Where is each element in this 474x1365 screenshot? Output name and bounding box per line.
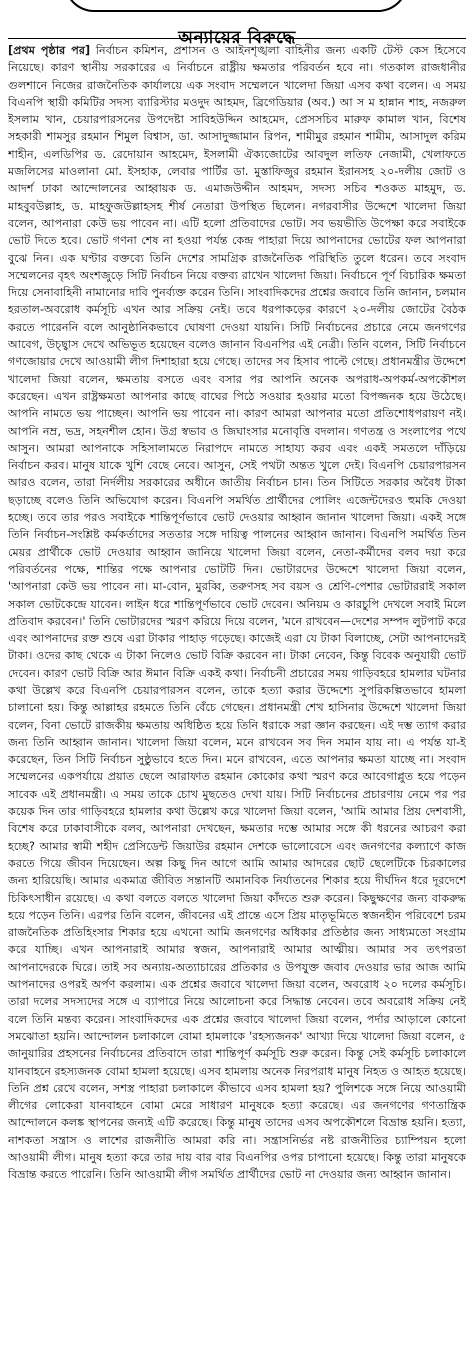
headline-divider [8, 38, 466, 39]
continuation-marker: [প্রথম পৃষ্ঠার পর] [8, 44, 91, 57]
header-frame-ornament [64, 0, 408, 12]
article-headline: অন্যায়ের বিরুদ্ধে [178, 28, 296, 49]
article-text: নির্বাচন কমিশন, প্রশাসন ও আইনশৃঙ্খলা বাহিনীর জন্য একটি টেস্ট কেস হিসেবে নিয়েছে। কারণ স্থানীয় সরকারের এ নির্বাচনে রাষ্ট্রীয় ক্ষমতার পরিবর্তন হবে না। গতকাল রাজধানীর গুলশানে নিজের রাজনৈতিক কার্যালয়ে এক সংবাদ সম্মেলনে খালেদা জিয়া এসব কথা বলেন। এ সময় বিএনপি স্থায়ী কমিটির সদস্য ব্যারিস্টার মওদুদ আহমদ, ব্রিগেডিয়ার (অব.) আ স ম হান্নান শাহ, নজরুল ইসলাম খান, চেয়ারপারসনের উপদেষ্টা সাবিহউদ্দিন আহমেদ, প্রেসসচিব মারুফ কামাল খান, বিশেষ সহকারী শামসুর রহমান শিমুল বিশ্বাস, ডা. আসাদুজ্জামান রিপন, শামীমুর রহমান শামীম, আসাদুল করিম শাহীন, এলডিপির ড. রেদোয়ান আহমেদ, ইসলামী ঐক্যজোটের আবদুল লতিফ নেজামী, খেলাফতে মজলিসের মাওলানা মো. ইসহাক, লেবার পার্টির ডা. মুস্তাফিজুর রহমান ইরানসহ ২০-দলীয় জোট ও আদর্শ ঢাকা আন্দোলনের আহ্বায়ক ড. এমাজউদ্দীন আহমদ, সদস্য সচিব শওকত মাহমুদ, ড. মাহবুবউল্লাহ, ড. মাহফুজউল্লাহসহ শীর্ষ নেতারা উপস্থিত ছিলেন। নগরবাসীর উদ্দেশে খালেদা জিয়া বলেন, আপনারা কেউ ভয় পাবেন না। এটি হলো প্রতিবাদের ভোট। সব ভয়ভীতি উপেক্ষা করে সবাইকে ভোট দিতে হবে। ভোট গণনা শেষ না হওয়া পর্যন্ত কেন্দ্র পাহারা দিয়ে আপনাদের ভোটের ফল আপনারা বুঝে নিন। এক ঘণ্টার বক্তব্যে তিনি দেশের সামগ্রিক রাজনৈতিক পরিস্থিতি তুলে ধরেন। তবে সংবাদ সম্মেলনের বৃহৎ অংশজুড়ে সিটি নির্বাচন নিয়ে বক্তব্য রাখেন খালেদা জিয়া। নির্বাচনে পূর্ণ বিচারিক ক্ষমতা দিয়ে সেনাবাহিনী নামানোর দাবি পুনর্ব্যক্ত করেন তিনি। সাংবাদিকদের প্রশ্নের জবাবে তিনি জানান, চলমান হরতাল-অবরোধ কর্মসূচি এখন আর সক্রিয় নেই। তবে ধরপাকড়ের কারণে ২০-দলীয় জোটের বৈঠক করতে পারেননি বলে আনুষ্ঠানিকভাবে ঘোষণা দেওয়া যায়নি। সিটি নির্বাচনের প্রচারে নেমে জনগণের আবেগ, উচ্ছ্বাস দেখে অভিভূত হয়েছেন বলেও জানান বিএনপির এই নেত্রী। তিনি বলেন, সিটি নির্বাচনে গণজোয়ার দেখে আওয়ামী লীগ দিশাহারা হয়ে গেছে। তাদের সব হিসাব পাল্টে গেছে। প্রধানমন্ত্রীর উদ্দেশে খালেদা জিয়া বলেন, ক্ষমতায় বসতে এবং বসার পর আপনি অনেক অপরাধ-অপকর্ম-অপকৌশল করেছেন। এখন রাষ্ট্রক্ষমতা আপনার কাছে বাঘের পিঠে সওয়ার হওয়ার মতো বিপজ্জনক হয়ে উঠেছে। আপনি নামতে ভয় পাচ্ছেন। আপনি ভয় পাবেন না। কারণ আমরা আপনার মতো প্রতিশোধপরায়ণ নই। আপনি নম্র, ভদ্র, সহনশীল হোন। উগ্র স্বভাব ও জিঘাংসার মনোবৃত্তি বদলান। গণতন্ত্র ও সংলাপের পথে আসুন। আমরা আপনাকে সহিসালামতে নিরাপদে নামতে সাহায্য করব এবং একই সমতলে দাঁড়িয়ে নির্বাচন করব। মানুষ যাকে খুশি বেছে নেবে। আসুন, সেই পথটা অন্তত খুলে দেই। বিএনপি চেয়ারপারসন আরও বলেন, তারা নির্দলীয় সরকারের অধীনে জাতীয় নির্বাচন চান। তিন সিটিতে সরকার অবৈধ টাকা ছড়াচ্ছে বলেও তিনি অভিযোগ করেন। বিএনপি সমর্থিত প্রার্থীদের পোলিং এজেন্টদেরও হুমকি দেওয়া হচ্ছে। তবে তার পরও সবাইকে শান্তিপূর্ণভাবে ভোট দেওয়ার আহ্বান জানান খালেদা জিয়া। একই সঙ্গে তিনি নির্বাচন-সংশ্লিষ্ট কর্মকর্তাদের সততার সঙ্গে দায়িত্ব পালনের আহ্বান জানান। বিএনপি সমর্থিত তিন মেয়র প্রার্থীকে ভোট দেওয়ার আহ্বান জানিয়ে খালেদা জিয়া বলেন, নেতা-কর্মীদের বলব দয়া করে পরিবর্তনের পক্ষে, শান্তির পক্ষে আপনার ভোটটি দিন। ভোটারদের উদ্দেশে খালেদা জিয়া বলেন, 'আপনারা কেউ ভয় পাবেন না। মা-বোন, মুরব্বি, তরুণসহ সব বয়স ও শ্রেণি-পেশার ভোটাররাই সকাল সকাল ভোটকেন্দ্রে যাবেন। লাইন ধরে শান্তিপূর্ণভাবে ভোট দেবেন। অনিয়ম ও কারচুপি দেখলে সবাই মিলে প্রতিবাদ করবেন।' তিনি ভোটারদের স্মরণ করিয়ে দিয়ে বলেন, 'মনে রাখবেন—দেশের সম্পদ লুটপাট করে এবং আপনাদের রক্ত শুষে এরা টাকার পাহাড় গড়েছে। কাজেই এরা যে টাকা বিলাচ্ছে, সেটা আপনাদেরই টাকা। ওদের কাছ থেকে এ টাকা নিলেও ভোট বিক্রি করবেন না। টাকা নেবেন, কিন্তু বিবেক অনুযায়ী ভোট দেবেন। কারণ ভোট বিক্রি আর ঈমান বিক্রি একই কথা। নির্বাচনী প্রচারের সময় গাড়িবহরে হামলার ঘটনার কথা উল্লেখ করে বিএনপি চেয়ারপারসন বলেন, তাকে হত্যা করার উদ্দেশ্যে সুপরিকল্পিতভাবে হামলা চালানো হয়। কিন্তু আল্লাহর রহমতে তিনি বেঁচে গেছেন। প্রধানমন্ত্রী শেখ হাসিনার উদ্দেশে খালেদা জিয়া বলেন, বিনা ভোটে রাজকীয় ক্ষমতায় অধিষ্ঠিত হয়ে তিনি ধরাকে সরা জ্ঞান করছেন। এই দম্ভ ত্যাগ করার জন্য তিনি আহ্বান জানান। খালেদা জিয়া বলেন, মনে রাখবেন সব দিন সমান যায় না। এ পর্যন্ত যা-ই করেছেন, তিন সিটি নির্বাচন সুষ্ঠুভাবে হতে দিন। মনে রাখবেন, এতে আপনার ক্ষমতা যাচ্ছে না। সংবাদ সম্মেলনের একপর্যায়ে প্রয়াত ছেলে আরাফাত রহমান কোকোর কথা স্মরণ করে আবেগাপ্লুত হয়ে পড়েন সাবেক এই প্রধানমন্ত্রী। এ সময় তাকে চোখ মুছতেও দেখা যায়। সিটি নির্বাচনের প্রচারণায় নেমে পর পর কয়েক দিন তার গাড়িবহরে হামলার কথা উল্লেখ করে খালেদা জিয়া বলেন, 'আমি আমার প্রিয় দেশবাসী, বিশেষ করে ঢাকাবাসীকে বলব, আপনারা দেখছেন, ক্ষমতার দম্ভে আমার সঙ্গে কী ধরনের আচরণ করা হচ্ছে? আমার স্বামী শহীদ প্রেসিডেন্ট জিয়াউর রহমান দেশকে ভালোবেসে এবং জনগণের কল্যাণে কাজ করতে গিয়ে জীবন দিয়েছেন। অল্প কিছু দিন আগে আমি আমার আদরের ছোট ছেলেটিকে চিরকালের জন্য হারিয়েছি। আমার একমাত্র জীবিত সন্তানটি অমানবিক নির্যাতনের শিকার হয়ে দীর্ঘদিন ধরে দূরদেশে চিকিৎসাধীন রয়েছে। এ কথা বলতে বলতে খালেদা জিয়া কাঁদতে শুরু করেন। কিছুক্ষণের জন্য বাকরুদ্ধ হয়ে পড়েন তিনি। এরপর তিনি বলেন, জীবনের এই প্রান্তে এসে প্রিয় মাতৃভূমিতে স্বজনহীন পরিবেশে চরম রাজনৈতিক প্রতিহিংসার শিকার হয়ে এখনো আমি জনগণের অধিকার প্রতিষ্ঠার জন্য সাধ্যমতো সংগ্রাম করে যাচ্ছি। এখন আপনারাই আমার স্বজন, আপনারাই আমার আত্মীয়। আমার সব তৎপরতা আপনাদেরকে ঘিরে। তাই সব অন্যায়-অত্যাচারের প্রতিকার ও উপযুক্ত জবাব দেওয়ার ভার আজ আমি আপনাদের ওপরই অর্পণ করলাম। এক প্রশ্নের জবাবে খালেদা জিয়া বলেন, অবরোধ ২০ দলের কর্মসূচি। তারা দলের সদস্যদের সঙ্গে এ ব্যাপারে নিয়ে আলোচনা করে সিদ্ধান্ত নেবেন। তবে অবরোধ সক্রিয় নেই বলে তিনি মন্তব্য করেন। সাংবাদিকদের এক প্রশ্নের জবাবে খালেদা জিয়া বলেন, পর্দার আড়ালে কোনো সমঝোতা হয়নি। আন্দোলন চলাকালে বোমা হামলাকে 'রহস্যজনক' আখ্যা দিয়ে খালেদা জিয়া বলেন, ৫ জানুয়ারির প্রহসনের নির্বাচনের প্রতিবাদে তারা শান্তিপূর্ণ কর্মসূচি শুরু করেন। কিন্তু সেই কর্মসূচি চলাকালে যানবাহনে রহস্যজনক বোমা হামলা হয়েছে। এসব হামলায় অনেক নিরপরাধ মানুষ নিহত ও আহত হয়েছে। তিনি প্রশ্ন রেখে বলেন, সশস্ত্র পাহারা চলাকালে কীভাবে এসব হামলা হয়? পুলিশকে সঙ্গে নিয়ে আওয়ামী লীগের লোকেরা যানবাহনে বোমা মেরে সাধারণ মানুষকে হত্যা করেছে। এর জনগণের গণতান্ত্রিক আন্দোলনে কলঙ্ক স্থাপনের জন্যই এটি করেছে। কিন্তু মানুষ তাদের এসব অপকৌশলে বিভ্রান্ত হয়নি। হত্যা, নাশকতা সন্ত্রাস ও লাশের রাজনীতি আমরা করি না। সন্ত্রাসনির্ভর নষ্ট রাজনীতির চ্যাম্পিয়ন হলো আওয়ামী লীগ। মানুষ হত্যা করে তার দায় বার বার বিএনপির ওপর চাপানো হয়েছে। কিন্তু তারা মানুষকে বিভ্রান্ত করতে পারেনি। তিনি আওয়ামী লীগ সমর্থিত প্রার্থীদের ভোট না দেওয়ার জন্য আহ্বান জানান। [8, 44, 466, 1182]
article-body [8, 42, 466, 1184]
article-column [8, 42, 466, 1361]
